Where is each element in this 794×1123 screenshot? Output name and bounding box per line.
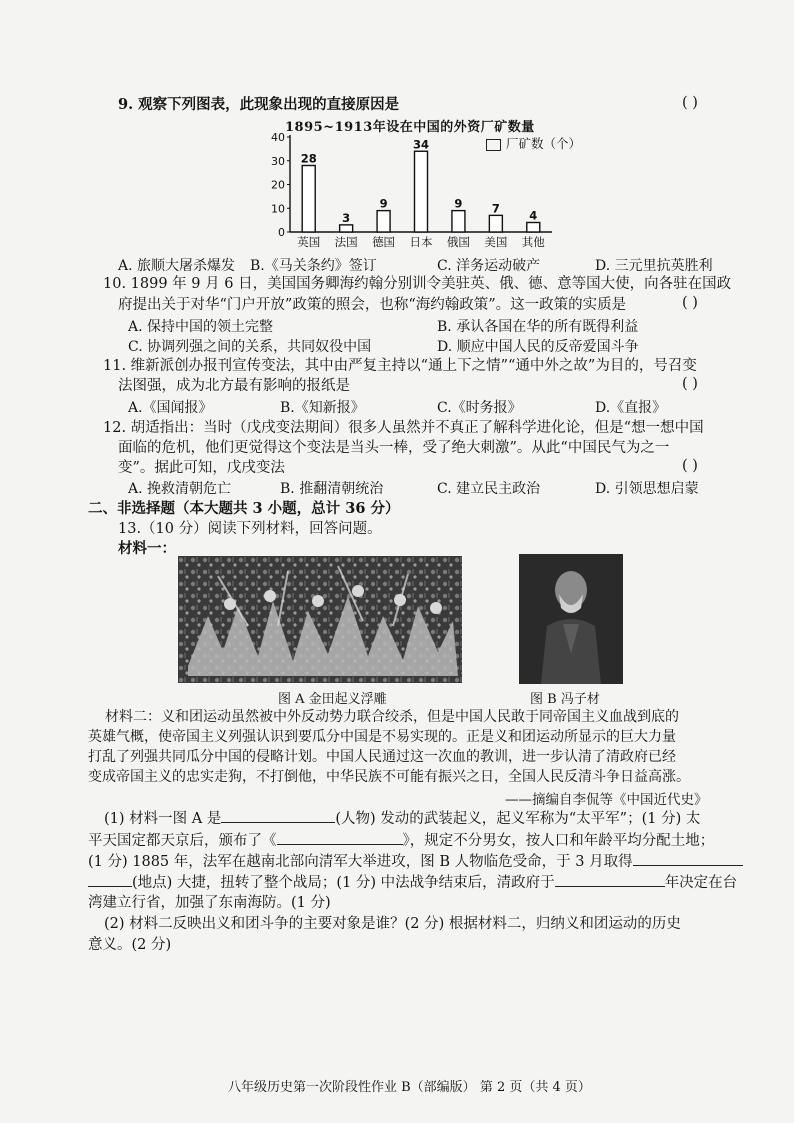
q10-answer-paren: ( ) [682, 295, 698, 311]
blank-place-start[interactable] [633, 851, 743, 866]
sub1-line-2 [88, 830, 714, 851]
bar-美国 [489, 215, 502, 232]
q11-option-c: C.《时务报》 [437, 400, 522, 416]
sub1-line-1 [104, 808, 700, 829]
figure-b-caption: 图 B 冯子材 [530, 692, 600, 707]
legend-swatch [486, 139, 501, 151]
sub1-line-5: 湾建立行省，加强了东南海防。(1 分) [88, 895, 331, 911]
q12-option-b: B. 推翻清朝统治 [280, 481, 384, 497]
q11-option-b: B.《知新报》 [280, 400, 365, 416]
bar-俄国 [452, 211, 465, 232]
x-category-label: 俄国 [446, 235, 470, 249]
sub1-text-2b: 》，规定不分男女，按人口和年龄平均分配土地； [402, 833, 715, 849]
material2-source: ——摘编自李侃等《中国近代史》 [505, 792, 708, 808]
x-category-label: 法国 [334, 235, 358, 249]
bar-value-label: 34 [412, 137, 430, 152]
y-tick-label: 30 [271, 154, 285, 168]
legend-label: 厂矿数（个） [506, 136, 582, 151]
q11-line-1: 11. 维新派创办报刊宣传变法，其中由严复主持以“通上下之情”“通中外之故”为目的，号召变 [103, 358, 697, 374]
bar-日本 [415, 151, 428, 232]
bar-value-label: 3 [342, 210, 351, 225]
bar-法国 [340, 225, 353, 232]
q13-stem: 13.（10 分）阅读下列材料，回答问题。 [118, 521, 382, 537]
q12-option-c: C. 建立民主政治 [437, 481, 541, 497]
q10-line-1: 10. 1899 年 9 月 6 日，美国国务卿海约翰分别训令美驻英、俄、德、意等国大使，向各驻在国政 [103, 276, 732, 292]
material2-line-3: 打乱了列强共同瓜分中国的侵略计划。中国人民通过这一次血的教训，进一步认清了清政府已经 [88, 749, 676, 765]
q10-option-a: A. 保持中国的领土完整 [128, 319, 274, 335]
material2-line-4: 变成帝国主义的忠实走狗，不打倒他，中华民族不可能有振兴之日，全国人民反清斗争日益高涨。 [88, 769, 690, 785]
q11-option-a: A.《国闻报》 [128, 400, 213, 416]
blank-document[interactable] [277, 830, 403, 845]
y-tick-label: 40 [271, 132, 285, 144]
section2-heading: 二、非选择题（本大题共 3 小题，总计 36 分） [88, 500, 400, 517]
sub2-line-2: 意义。(2 分) [88, 937, 172, 953]
sub1-text-4a: (地点) 大捷，扭转了整个战局；(1 分) 中法战争结束后，清政府于 [132, 875, 555, 891]
q11-line-2: 法图强，成为北方最有影响的报纸是 [118, 378, 350, 394]
q10-option-b: B. 承认各国在华的所有既得利益 [437, 319, 639, 335]
x-category-label: 日本 [409, 235, 433, 249]
bar-value-label: 4 [529, 208, 538, 223]
sub1-text-1a: (1) 材料一图 A 是 [104, 811, 222, 827]
q12-option-d: D. 引领思想启蒙 [595, 481, 699, 497]
bar-value-label: 9 [454, 196, 463, 211]
q12-line-3: 变”。据此可知，戊戌变法 [118, 460, 285, 476]
q12-option-a: A. 挽救清朝危亡 [128, 481, 232, 497]
q10-option-d: D. 顺应中国人民的反帝爱国斗争 [437, 339, 639, 355]
x-category-label: 英国 [297, 235, 321, 249]
sub1-text-3: (1 分) 1885 年，法军在越南北部向清军大举进攻，图 B 人物临危受命，于 3 月取得 [88, 854, 633, 870]
bar-英国 [302, 166, 315, 233]
blank-year[interactable] [555, 872, 665, 887]
material1-label: 材料一： [118, 540, 176, 557]
q9-option-d: D. 三元里抗英胜利 [595, 258, 713, 274]
chart-title: 1895~1913年设在中国的外资厂矿数量 [285, 120, 535, 135]
material2-line-1: 材料二：义和团运动虽然被中外反动势力联合绞杀，但是中国人民敢于同帝国主义血战到底的 [105, 709, 679, 725]
page-footer: 八年级历史第一次阶段性作业 B（部编版） 第 2 页（共 4 页） [228, 1080, 591, 1095]
bar-value-label: 28 [300, 151, 317, 166]
q9-option-c: C. 洋务运动破产 [437, 258, 541, 274]
sub1-line-3 [88, 851, 743, 872]
sub1-line-4 [88, 872, 737, 893]
q12-line-1: 12. 胡适指出：当时（戊戌变法期间）很多人虽然并不真正了解科学进化论，但是“想一想中国 [103, 420, 704, 436]
q9-option-b: B.《马关条约》签订 [250, 258, 377, 274]
y-tick-label: 20 [271, 178, 285, 192]
q12-line-2: 面临的危机，他们更觉得这个变法是当头一棒，受了绝大刺激”。从此“中国民气为之一 [118, 440, 670, 456]
figure-a-relief-image [178, 556, 462, 683]
chart-legend [486, 134, 581, 152]
q11-answer-paren: ( ) [682, 376, 698, 392]
figure-b-portrait-image [519, 554, 623, 684]
q11-option-d: D.《直报》 [595, 400, 667, 416]
bar-德国 [377, 211, 390, 232]
sub1-text-4b: 年决定在台 [664, 875, 738, 891]
q10-line-2: 府提出关于对华“门户开放”政策的照会，也称“海约翰政策”。这一政策的实质是 [118, 297, 627, 313]
sub2-line-1: (2) 材料二反映出义和团斗争的主要对象是谁？(2 分) 根据材料二，归纳义和团运动的历史 [104, 916, 681, 932]
material2-line-2: 英雄气概，使帝国主义列强认识到要瓜分中国是不易实现的。正是义和团运动所显示的巨大力量 [88, 729, 676, 745]
q12-answer-paren: ( ) [682, 458, 698, 474]
x-category-label: 其他 [521, 235, 545, 249]
figure-a-caption: 图 A 金田起义浮雕 [278, 692, 387, 707]
blank-place-end[interactable] [88, 872, 132, 887]
bar-value-label: 7 [491, 201, 500, 216]
y-tick-label: 10 [271, 202, 285, 216]
x-category-label: 德国 [372, 235, 396, 249]
x-category-label: 美国 [484, 235, 508, 249]
q10-option-c: C. 协调列强之间的关系，共同奴役中国 [128, 339, 372, 355]
blank-person[interactable] [221, 808, 335, 823]
bar-其他 [527, 223, 540, 233]
q9-answer-paren: ( ) [682, 95, 698, 111]
y-tick-label: 0 [278, 226, 285, 239]
sub1-text-1b: (人物) 发动的武装起义，起义军称为“太平军”；(1 分) 太 [335, 811, 701, 827]
bar-value-label: 9 [379, 196, 388, 211]
sub1-text-2a: 平天国定都天京后，颁布了《 [88, 833, 277, 849]
q9-stem: 9. 观察下列图表，此现象出现的直接原因是 [118, 96, 400, 113]
q9-option-a: A. 旅顺大屠杀爆发 [118, 258, 236, 274]
